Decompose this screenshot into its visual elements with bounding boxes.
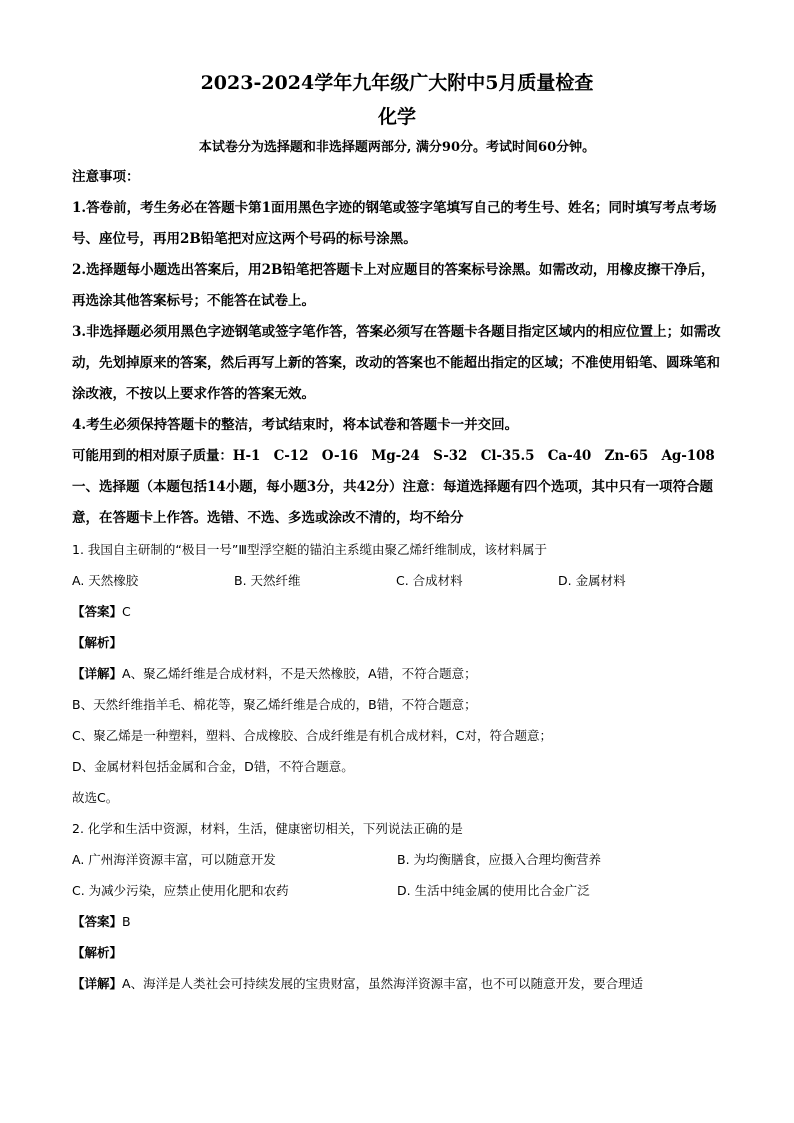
analysis-tag: 【解析】 [72, 635, 123, 650]
option-d: D. 生活中纯金属的使用比合金广泛 [397, 883, 590, 898]
section-heading: 一、选择题（本题包括14小题，每小题3分，共42分）注意：每道选择题有四个选项，其中只有一项符合题意，在答题卡上作答。选错、不选、多选或涂改不清的，均不给分 [72, 479, 713, 526]
option-c: C. 为减少污染，应禁止使用化肥和农药 [72, 883, 289, 898]
page-title: 2023-2024学年九年级广大附中5月质量检查 [200, 72, 594, 94]
detail-tag: 【详解】 [72, 976, 123, 991]
question-2-detail [72, 968, 722, 999]
question-1-analysis [72, 627, 722, 658]
answer-tag: 【答案】 [72, 914, 123, 929]
notice-item-3: 3.非选择题必须用黑色字迹钢笔或签字笔作答，答案必须写在答题卡各题目指定区域内的相应位置上；如需改动，先划掉原来的答案，然后再写上新的答案，改动的答案也不能超出指定的区域；不准使用铅笔、圆珠笔和涂改液，不按以上要求作答的答案无效。 [72, 324, 721, 402]
option-a: A. 天然橡胶 [72, 573, 139, 588]
answer-tag: 【答案】 [72, 604, 123, 619]
question-2-options-row-1 [72, 844, 722, 875]
answer-value: C [122, 604, 131, 619]
detail-conclusion: 故选C。 [72, 790, 119, 805]
notice-item-2: 2.选择题每小题选出答案后，用2B铅笔把答题卡上对应题目的答案标号涂黑。如需改动，用橡皮擦干净后，再选涂其他答案标号；不能答在试卷上。 [72, 262, 715, 309]
question-1-options [72, 565, 722, 596]
notice-item-1: 1.答卷前，考生务必在答题卡第1面用黑色字迹的钢笔或签字笔填写自己的考生号、姓名；同时填写考点考场号、座位号，再用2B铅笔把对应这两个号码的标号涂黑。 [72, 200, 717, 247]
subject-title: 化学 [377, 106, 416, 128]
exam-intro: 本试卷分为选择题和非选择题两部分, 满分90分。考试时间60分钟。 [198, 140, 596, 155]
atomic-masses: 可能用到的相对原子质量：H-1 C-12 O-16 Mg-24 S-32 Cl-35.5 Ca-40 Zn-65 Ag-108 [72, 448, 715, 464]
question-2-options-row-2 [72, 875, 722, 906]
option-b: B. 天然纤维 [234, 573, 301, 588]
exam-page [72, 64, 722, 999]
notice-item-4: 4.考生必须保持答题卡的整洁，考试结束时，将本试卷和答题卡一并交回。 [72, 417, 519, 433]
question-1-stem: 1. 我国自主研制的“极目一号”Ⅲ型浮空艇的锚泊主系缆由聚乙烯纤维制成，该材料属于 [72, 542, 547, 557]
option-d: D. 金属材料 [558, 573, 626, 588]
option-b: B. 为均衡膳食，应摄入合理均衡营养 [397, 852, 602, 867]
question-2-answer [72, 906, 722, 937]
detail-line: B、天然纤维指羊毛、棉花等，聚乙烯纤维是合成的，B错，不符合题意； [72, 697, 477, 712]
option-c: C. 合成材料 [396, 573, 463, 588]
detail-line: C、聚乙烯是一种塑料，塑料、合成橡胶、合成纤维是有机合成材料，C对，符合题意； [72, 728, 552, 743]
answer-value: B [122, 914, 131, 929]
detail-line: D、金属材料包括金属和合金，D错，不符合题意。 [72, 759, 354, 774]
notice-title: 注意事项： [72, 169, 140, 185]
question-1-detail [72, 658, 722, 689]
detail-line: A、聚乙烯纤维是合成材料，不是天然橡胶，A错，不符合题意； [122, 666, 477, 681]
detail-tag: 【详解】 [72, 666, 123, 681]
question-2-stem: 2. 化学和生活中资源，材料，生活，健康密切相关，下列说法正确的是 [72, 821, 463, 836]
analysis-tag: 【解析】 [72, 945, 123, 960]
question-1-answer [72, 596, 722, 627]
question-2-analysis [72, 937, 722, 968]
option-a: A. 广州海洋资源丰富，可以随意开发 [72, 852, 276, 867]
detail-line: A、海洋是人类社会可持续发展的宝贵财富，虽然海洋资源丰富，也不可以随意开发，要合理适 [122, 976, 644, 991]
